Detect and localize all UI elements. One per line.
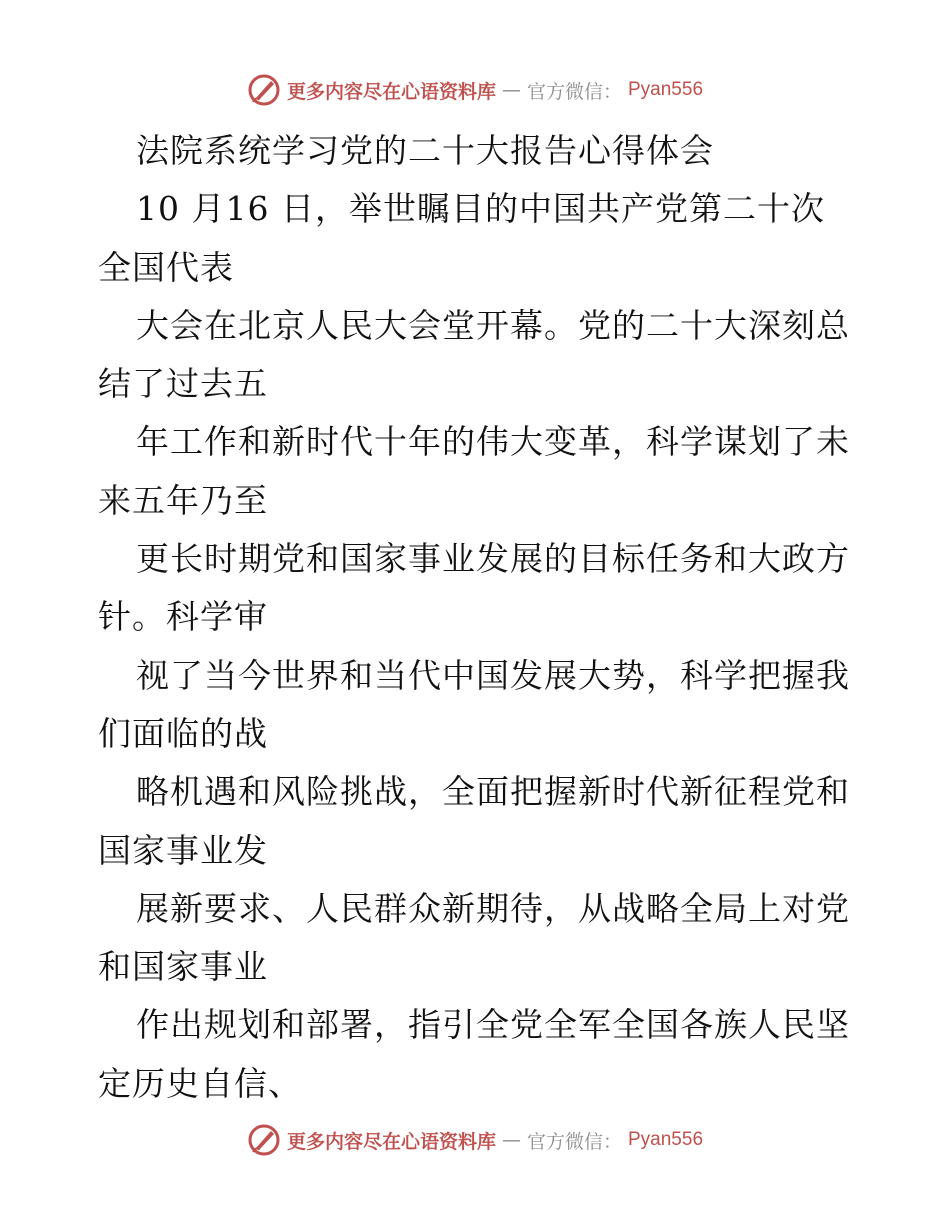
- document-body: [98, 122, 858, 1113]
- banner-wechat-id: Pyan556: [628, 79, 704, 100]
- text-line: 作出规划和部署，指引全党全军全国各族人民坚: [136, 1005, 850, 1045]
- banner-wechat-label: 官方微信：: [526, 1130, 622, 1153]
- text-line: 更长时期党和国家事业发展的目标任务和大政方: [136, 539, 850, 579]
- header-banner: [0, 70, 950, 110]
- text-line: 全国代表: [98, 247, 234, 287]
- banner-dash: —: [501, 79, 521, 101]
- quill-logo-icon: [247, 1123, 281, 1157]
- banner-dash: —: [501, 1129, 521, 1151]
- text-line: 针。科学审: [98, 597, 268, 637]
- quill-logo-icon: [247, 73, 281, 107]
- text-line: 年工作和新时代十年的伟大变革，科学谋划了未: [136, 422, 850, 462]
- banner-title: 更多内容尽在心语资料库: [286, 80, 496, 103]
- text-line: 和国家事业: [98, 947, 268, 987]
- text-line: 大会在北京人民大会堂开幕。党的二十大深刻总: [136, 305, 850, 345]
- banner-wechat-label: 官方微信：: [526, 80, 622, 103]
- text-line: 结了过去五: [98, 364, 268, 404]
- text-line: 展新要求、人民群众新期待，从战略全局上对党: [136, 888, 850, 928]
- banner-wechat-id: Pyan556: [628, 1129, 704, 1150]
- text-line: 定历史自信、: [98, 1063, 302, 1103]
- text-line: 国家事业发: [98, 830, 268, 870]
- footer-banner: [0, 1120, 950, 1160]
- text-line: 来五年乃至: [98, 480, 268, 520]
- document-title: 法院系统学习党的二十大报告心得体会: [136, 131, 714, 170]
- text-line: 视了当今世界和当代中国发展大势，科学把握我: [136, 655, 850, 695]
- text-line: 略机遇和风险挑战，全面把握新时代新征程党和: [136, 772, 850, 812]
- text-line: 们面临的战: [98, 713, 268, 753]
- banner-title: 更多内容尽在心语资料库: [286, 1130, 496, 1153]
- text-line: 10 月16 日，举世瞩目的中国共产党第二十次: [136, 189, 825, 229]
